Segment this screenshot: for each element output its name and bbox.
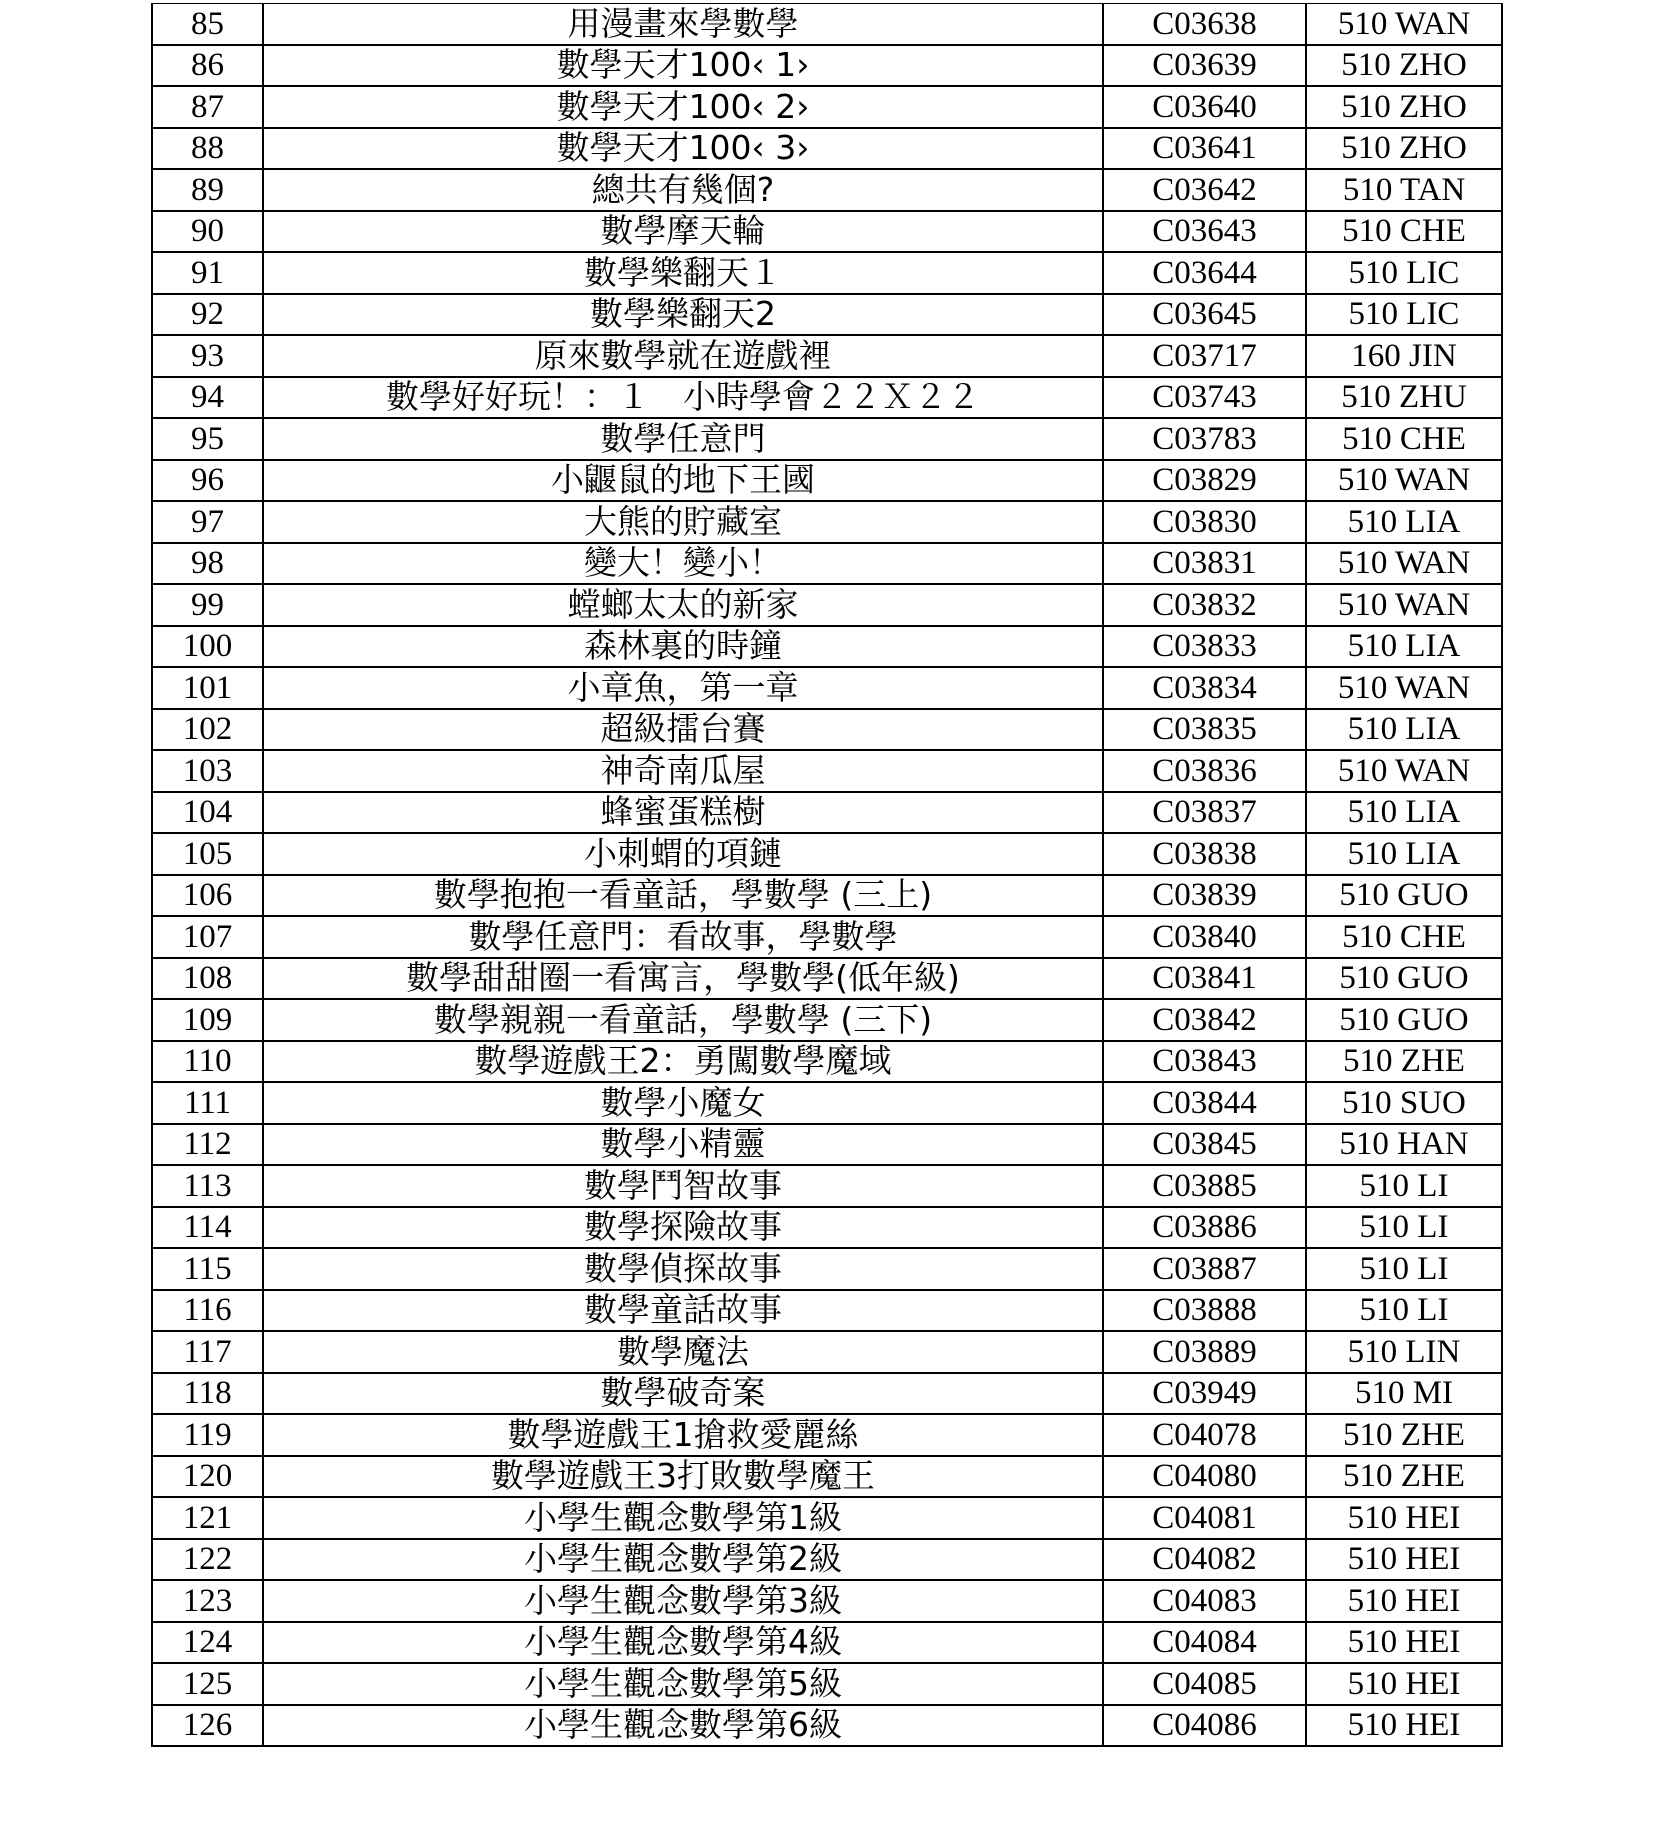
book-code-cell: C03644 [1103, 252, 1306, 294]
call-number-cell: 510 ZHE [1306, 1041, 1502, 1083]
call-number-cell: 510 ZHE [1306, 1414, 1502, 1456]
row-number-cell: 96 [152, 460, 263, 502]
book-code-cell: C04084 [1103, 1622, 1306, 1664]
row-number-cell: 124 [152, 1622, 263, 1664]
book-title-cell: 數學鬥智故事 [263, 1165, 1103, 1207]
book-title-cell: 數學遊戲王1搶救愛麗絲 [263, 1414, 1103, 1456]
book-code-cell: C03837 [1103, 792, 1306, 834]
call-number-cell: 510 LI [1306, 1290, 1502, 1332]
book-title-cell: 數學天才100‹ 1› [263, 45, 1103, 87]
call-number-cell: 510 HEI [1306, 1663, 1502, 1705]
row-number-cell: 90 [152, 211, 263, 253]
book-code-cell: C03642 [1103, 169, 1306, 211]
row-number-cell: 119 [152, 1414, 263, 1456]
row-number-cell: 114 [152, 1207, 263, 1249]
table-row [152, 252, 1502, 294]
book-title-cell: 數學偵探故事 [263, 1248, 1103, 1290]
row-number-cell: 118 [152, 1373, 263, 1415]
call-number-cell: 160 JIN [1306, 335, 1502, 377]
table-row [152, 1041, 1502, 1083]
book-code-cell: C03885 [1103, 1165, 1306, 1207]
call-number-cell: 510 WAN [1306, 750, 1502, 792]
row-number-cell: 107 [152, 916, 263, 958]
row-number-cell: 109 [152, 999, 263, 1041]
table-row [152, 501, 1502, 543]
book-title-cell: 小刺蝟的項鏈 [263, 833, 1103, 875]
book-code-cell: C03886 [1103, 1207, 1306, 1249]
table-row [152, 750, 1502, 792]
row-number-cell: 125 [152, 1663, 263, 1705]
book-title-cell: 原來數學就在遊戲裡 [263, 335, 1103, 377]
call-number-cell: 510 CHE [1306, 211, 1502, 253]
table-row [152, 667, 1502, 709]
book-catalog-body [152, 4, 1502, 1747]
row-number-cell: 85 [152, 4, 263, 45]
row-number-cell: 91 [152, 252, 263, 294]
table-row [152, 1539, 1502, 1581]
table-row [152, 1705, 1502, 1747]
book-title-cell: 變大！變小！ [263, 543, 1103, 585]
table-row [152, 86, 1502, 128]
row-number-cell: 98 [152, 543, 263, 585]
table-row [152, 1373, 1502, 1415]
table-row [152, 1414, 1502, 1456]
book-code-cell: C03829 [1103, 460, 1306, 502]
book-code-cell: C03717 [1103, 335, 1306, 377]
table-row [152, 584, 1502, 626]
call-number-cell: 510 WAN [1306, 667, 1502, 709]
row-number-cell: 100 [152, 626, 263, 668]
book-code-cell: C03836 [1103, 750, 1306, 792]
book-code-cell: C03830 [1103, 501, 1306, 543]
book-title-cell: 森林裏的時鐘 [263, 626, 1103, 668]
book-code-cell: C04082 [1103, 1539, 1306, 1581]
row-number-cell: 113 [152, 1165, 263, 1207]
call-number-cell: 510 GUO [1306, 958, 1502, 1000]
book-title-cell: 數學破奇案 [263, 1373, 1103, 1415]
book-title-cell: 數學遊戲王2：勇闖數學魔域 [263, 1041, 1103, 1083]
book-title-cell: 蜂蜜蛋糕樹 [263, 792, 1103, 834]
table-row [152, 543, 1502, 585]
call-number-cell: 510 CHE [1306, 916, 1502, 958]
book-code-cell: C03638 [1103, 4, 1306, 45]
book-code-cell: C03834 [1103, 667, 1306, 709]
book-code-cell: C03889 [1103, 1331, 1306, 1373]
book-title-cell: 數學天才100‹ 2› [263, 86, 1103, 128]
row-number-cell: 101 [152, 667, 263, 709]
book-title-cell: 數學魔法 [263, 1331, 1103, 1373]
call-number-cell: 510 ZHO [1306, 45, 1502, 87]
book-code-cell: C03842 [1103, 999, 1306, 1041]
call-number-cell: 510 SUO [1306, 1082, 1502, 1124]
table-row [152, 1124, 1502, 1166]
book-title-cell: 小鼴鼠的地下王國 [263, 460, 1103, 502]
book-title-cell: 數學任意門 [263, 418, 1103, 460]
call-number-cell: 510 LIA [1306, 833, 1502, 875]
book-code-cell: C03743 [1103, 377, 1306, 419]
table-row [152, 1290, 1502, 1332]
table-row [152, 1497, 1502, 1539]
table-row [152, 1456, 1502, 1498]
book-code-cell: C03838 [1103, 833, 1306, 875]
row-number-cell: 111 [152, 1082, 263, 1124]
book-title-cell: 小學生觀念數學第3級 [263, 1580, 1103, 1622]
row-number-cell: 103 [152, 750, 263, 792]
table-row [152, 128, 1502, 170]
row-number-cell: 99 [152, 584, 263, 626]
table-row [152, 418, 1502, 460]
book-title-cell: 超級擂台賽 [263, 709, 1103, 751]
book-code-cell: C03833 [1103, 626, 1306, 668]
call-number-cell: 510 LIA [1306, 626, 1502, 668]
book-code-cell: C03831 [1103, 543, 1306, 585]
book-code-cell: C03949 [1103, 1373, 1306, 1415]
row-number-cell: 89 [152, 169, 263, 211]
book-code-cell: C04085 [1103, 1663, 1306, 1705]
call-number-cell: 510 LIC [1306, 294, 1502, 336]
book-title-cell: 數學小精靈 [263, 1124, 1103, 1166]
book-code-cell: C03887 [1103, 1248, 1306, 1290]
table-row [152, 1663, 1502, 1705]
table-row [152, 1622, 1502, 1664]
table-row [152, 999, 1502, 1041]
row-number-cell: 106 [152, 875, 263, 917]
call-number-cell: 510 LI [1306, 1165, 1502, 1207]
book-code-cell: C03645 [1103, 294, 1306, 336]
book-code-cell: C03783 [1103, 418, 1306, 460]
table-row [152, 833, 1502, 875]
table-row [152, 1165, 1502, 1207]
book-code-cell: C04080 [1103, 1456, 1306, 1498]
book-title-cell: 小學生觀念數學第4級 [263, 1622, 1103, 1664]
book-title-cell: 數學童話故事 [263, 1290, 1103, 1332]
call-number-cell: 510 HEI [1306, 1705, 1502, 1747]
table-row [152, 1331, 1502, 1373]
book-title-cell: 數學好好玩！：１ 小時學會２２Ｘ２２ [263, 377, 1103, 419]
row-number-cell: 117 [152, 1331, 263, 1373]
table-row [152, 45, 1502, 87]
book-title-cell: 大熊的貯藏室 [263, 501, 1103, 543]
table-row [152, 916, 1502, 958]
book-code-cell: C03835 [1103, 709, 1306, 751]
row-number-cell: 115 [152, 1248, 263, 1290]
call-number-cell: 510 LIN [1306, 1331, 1502, 1373]
book-code-cell: C03840 [1103, 916, 1306, 958]
book-code-cell: C03839 [1103, 875, 1306, 917]
book-title-cell: 小章魚，第一章 [263, 667, 1103, 709]
row-number-cell: 126 [152, 1705, 263, 1747]
book-title-cell: 小學生觀念數學第1級 [263, 1497, 1103, 1539]
row-number-cell: 120 [152, 1456, 263, 1498]
table-row [152, 709, 1502, 751]
call-number-cell: 510 LIC [1306, 252, 1502, 294]
call-number-cell: 510 TAN [1306, 169, 1502, 211]
book-title-cell: 數學樂翻天１ [263, 252, 1103, 294]
call-number-cell: 510 WAN [1306, 460, 1502, 502]
row-number-cell: 112 [152, 1124, 263, 1166]
book-code-cell: C03641 [1103, 128, 1306, 170]
book-catalog-table [151, 3, 1503, 1747]
table-row [152, 1207, 1502, 1249]
table-row [152, 1248, 1502, 1290]
row-number-cell: 95 [152, 418, 263, 460]
table-row [152, 294, 1502, 336]
table-row [152, 958, 1502, 1000]
table-row [152, 4, 1502, 45]
book-code-cell: C04086 [1103, 1705, 1306, 1747]
call-number-cell: 510 LIA [1306, 709, 1502, 751]
row-number-cell: 87 [152, 86, 263, 128]
row-number-cell: 116 [152, 1290, 263, 1332]
table-row [152, 875, 1502, 917]
book-title-cell: 數學小魔女 [263, 1082, 1103, 1124]
row-number-cell: 88 [152, 128, 263, 170]
call-number-cell: 510 HEI [1306, 1497, 1502, 1539]
call-number-cell: 510 WAN [1306, 543, 1502, 585]
book-title-cell: 小學生觀念數學第6級 [263, 1705, 1103, 1747]
book-title-cell: 用漫畫來學數學 [263, 4, 1103, 45]
row-number-cell: 102 [152, 709, 263, 751]
call-number-cell: 510 HEI [1306, 1539, 1502, 1581]
row-number-cell: 93 [152, 335, 263, 377]
row-number-cell: 122 [152, 1539, 263, 1581]
row-number-cell: 105 [152, 833, 263, 875]
call-number-cell: 510 ZHE [1306, 1456, 1502, 1498]
book-code-cell: C03845 [1103, 1124, 1306, 1166]
book-title-cell: 數學天才100‹ 3› [263, 128, 1103, 170]
book-code-cell: C03843 [1103, 1041, 1306, 1083]
call-number-cell: 510 WAN [1306, 4, 1502, 45]
row-number-cell: 108 [152, 958, 263, 1000]
book-code-cell: C03888 [1103, 1290, 1306, 1332]
call-number-cell: 510 HAN [1306, 1124, 1502, 1166]
call-number-cell: 510 ZHU [1306, 377, 1502, 419]
row-number-cell: 94 [152, 377, 263, 419]
table-row [152, 626, 1502, 668]
row-number-cell: 123 [152, 1580, 263, 1622]
book-code-cell: C03639 [1103, 45, 1306, 87]
book-code-cell: C03643 [1103, 211, 1306, 253]
book-title-cell: 神奇南瓜屋 [263, 750, 1103, 792]
call-number-cell: 510 HEI [1306, 1622, 1502, 1664]
book-title-cell: 數學抱抱一看童話，學數學 (三上) [263, 875, 1103, 917]
book-title-cell: 數學甜甜圈一看寓言，學數學(低年級) [263, 958, 1103, 1000]
row-number-cell: 121 [152, 1497, 263, 1539]
book-title-cell: 小學生觀念數學第5級 [263, 1663, 1103, 1705]
table-row [152, 335, 1502, 377]
table-row [152, 377, 1502, 419]
book-title-cell: 數學探險故事 [263, 1207, 1103, 1249]
table-row [152, 792, 1502, 834]
table-row [152, 1580, 1502, 1622]
table-row [152, 169, 1502, 211]
call-number-cell: 510 ZHO [1306, 86, 1502, 128]
call-number-cell: 510 LI [1306, 1248, 1502, 1290]
book-title-cell: 螳螂太太的新家 [263, 584, 1103, 626]
call-number-cell: 510 GUO [1306, 875, 1502, 917]
table-row [152, 460, 1502, 502]
book-code-cell: C03832 [1103, 584, 1306, 626]
book-title-cell: 數學樂翻天2 [263, 294, 1103, 336]
book-code-cell: C03640 [1103, 86, 1306, 128]
call-number-cell: 510 LIA [1306, 501, 1502, 543]
table-row [152, 211, 1502, 253]
row-number-cell: 86 [152, 45, 263, 87]
call-number-cell: 510 MI [1306, 1373, 1502, 1415]
book-title-cell: 數學摩天輪 [263, 211, 1103, 253]
call-number-cell: 510 HEI [1306, 1580, 1502, 1622]
book-code-cell: C04078 [1103, 1414, 1306, 1456]
call-number-cell: 510 LIA [1306, 792, 1502, 834]
book-title-cell: 小學生觀念數學第2級 [263, 1539, 1103, 1581]
book-code-cell: C04081 [1103, 1497, 1306, 1539]
book-code-cell: C03844 [1103, 1082, 1306, 1124]
call-number-cell: 510 LI [1306, 1207, 1502, 1249]
book-code-cell: C04083 [1103, 1580, 1306, 1622]
row-number-cell: 97 [152, 501, 263, 543]
book-code-cell: C03841 [1103, 958, 1306, 1000]
book-title-cell: 數學任意門：看故事，學數學 [263, 916, 1103, 958]
call-number-cell: 510 CHE [1306, 418, 1502, 460]
row-number-cell: 110 [152, 1041, 263, 1083]
row-number-cell: 104 [152, 792, 263, 834]
book-title-cell: 總共有幾個? [263, 169, 1103, 211]
row-number-cell: 92 [152, 294, 263, 336]
book-title-cell: 數學遊戲王3打敗數學魔王 [263, 1456, 1103, 1498]
call-number-cell: 510 GUO [1306, 999, 1502, 1041]
call-number-cell: 510 WAN [1306, 584, 1502, 626]
book-title-cell: 數學親親一看童話，學數學 (三下) [263, 999, 1103, 1041]
call-number-cell: 510 ZHO [1306, 128, 1502, 170]
table-row [152, 1082, 1502, 1124]
